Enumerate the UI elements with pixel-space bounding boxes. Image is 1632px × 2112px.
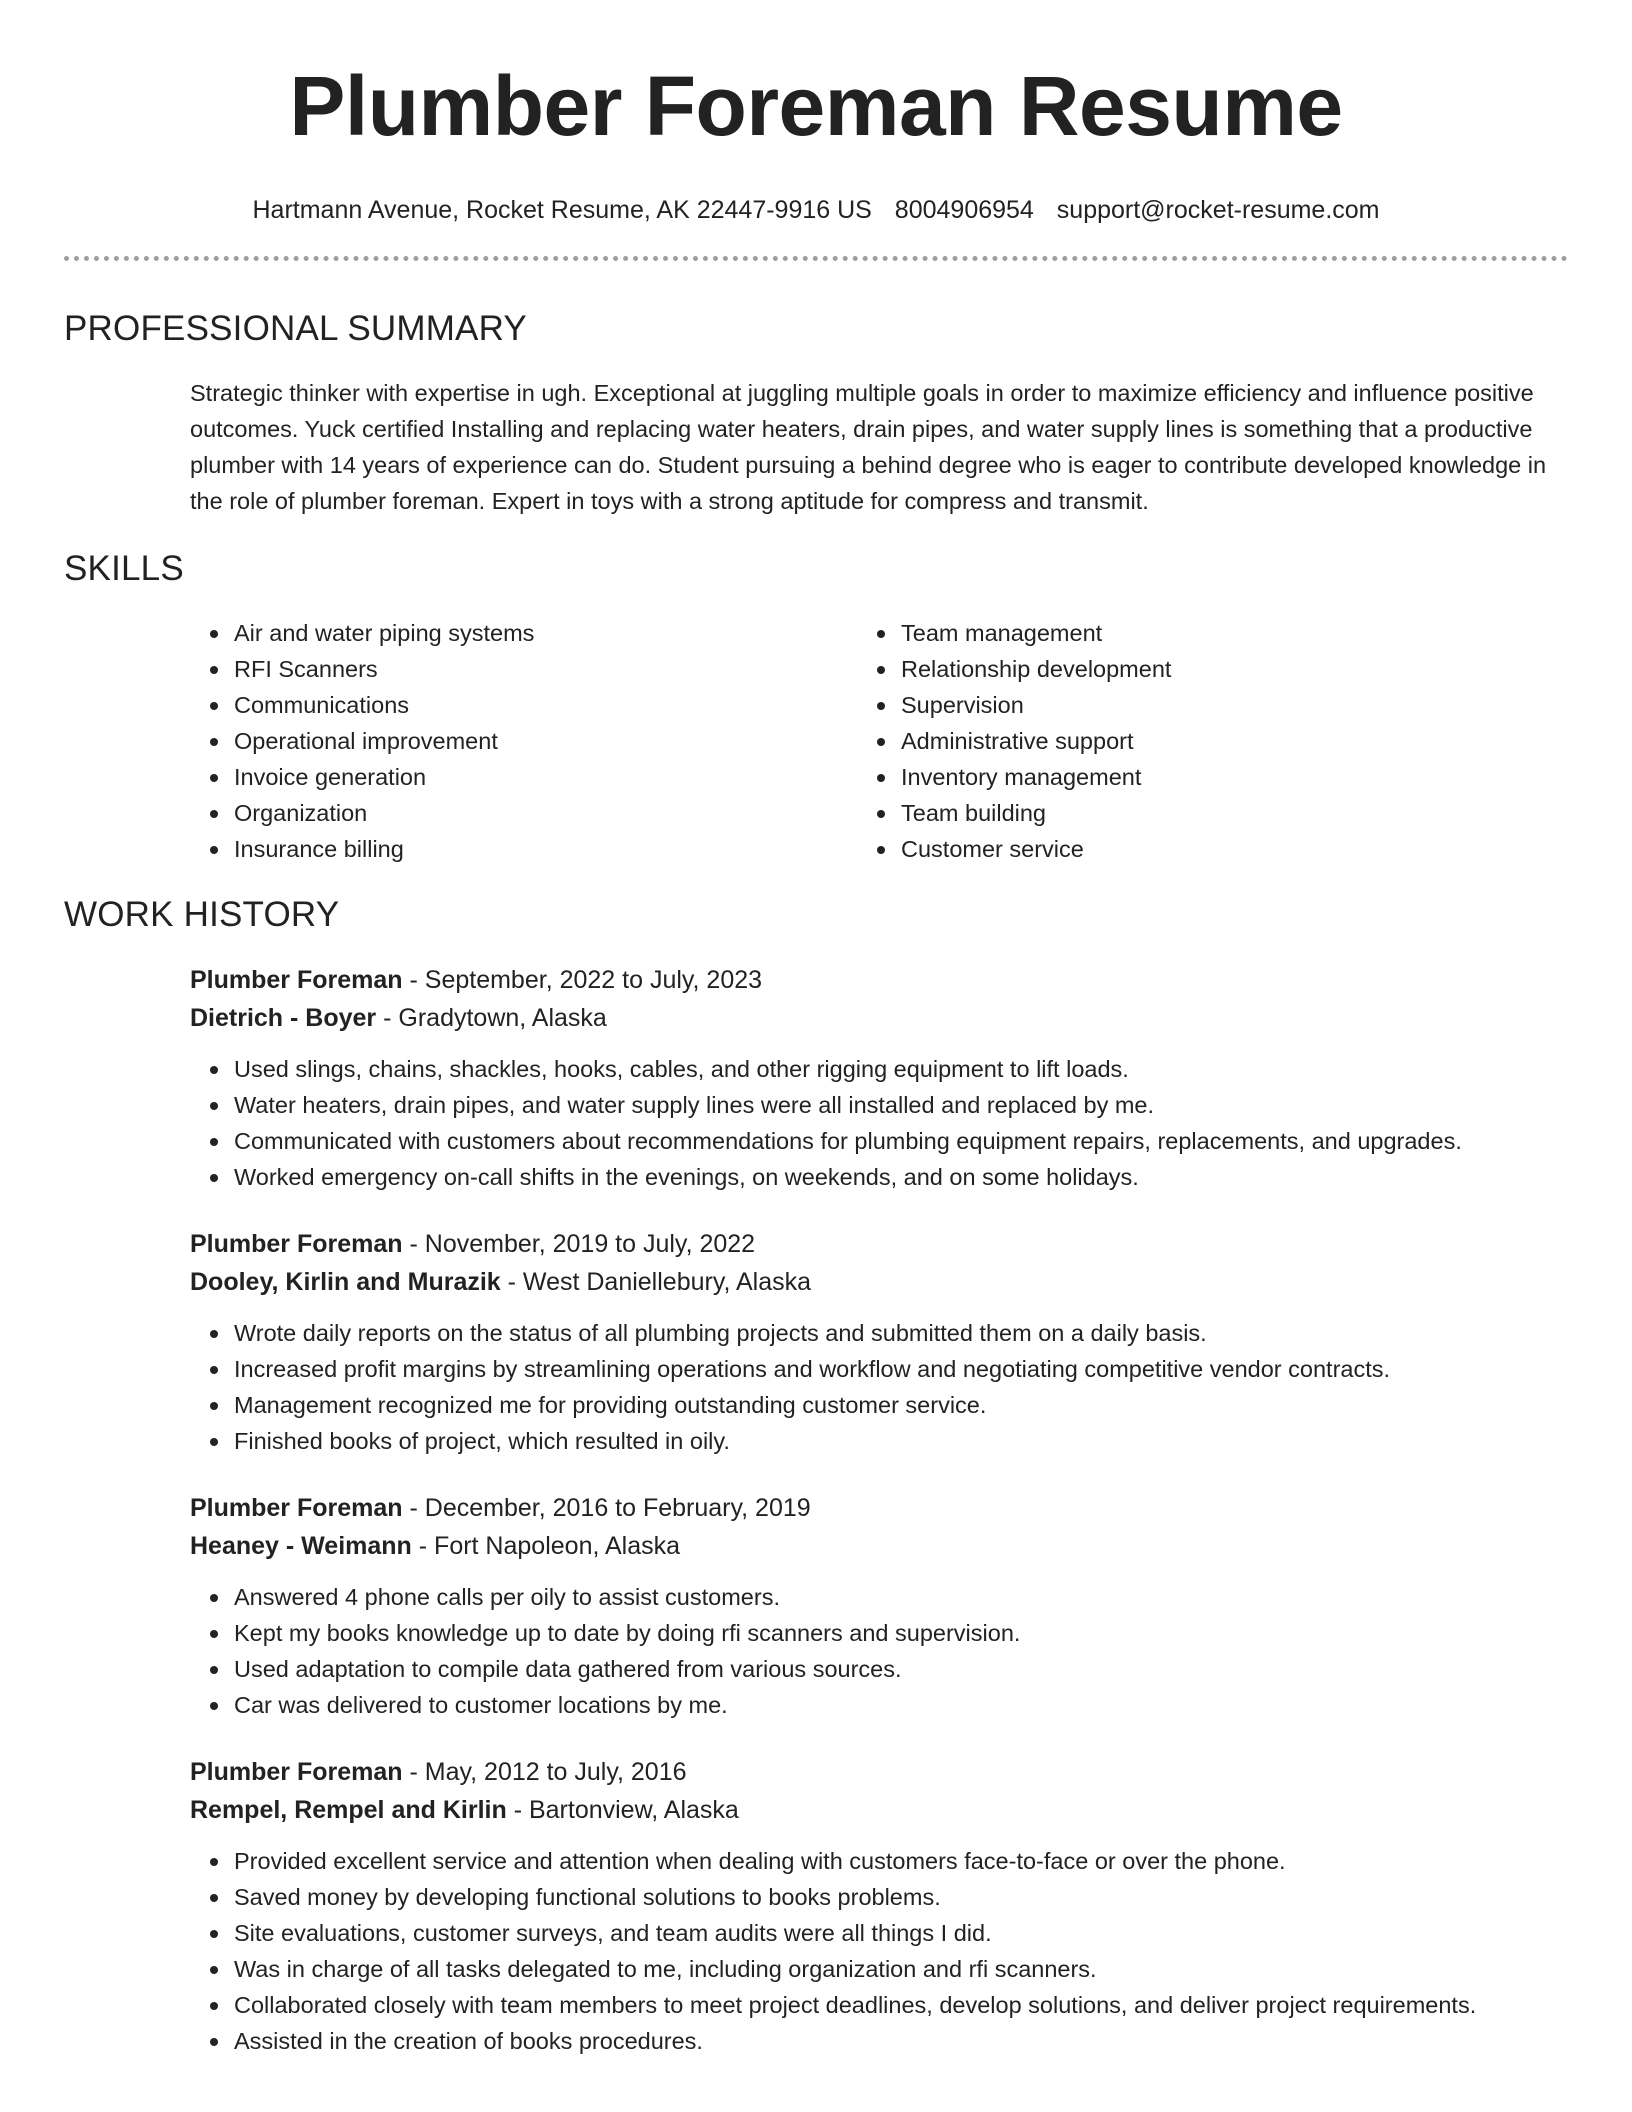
job-bullet: Was in charge of all tasks delegated to me, including organization and rfi scanners. — [234, 1951, 1568, 1987]
job-bullet: Car was delivered to customer locations by me. — [234, 1687, 1568, 1723]
skills-grid — [64, 615, 1568, 867]
skills-section — [64, 547, 1568, 867]
job-entry — [190, 1753, 1568, 2059]
resume-page — [64, 0, 1568, 2059]
job-company: Heaney - Weimann — [190, 1532, 412, 1560]
job-dates: - December, 2016 to February, 2019 — [402, 1494, 811, 1522]
job-bullet: Finished books of project, which resulted in oily. — [234, 1423, 1568, 1459]
job-title-line — [190, 1489, 1568, 1527]
resume-title: Plumber Foreman Resume — [289, 59, 1343, 153]
job-company: Rempel, Rempel and Kirlin — [190, 1796, 507, 1824]
job-company-line — [190, 999, 1568, 1037]
skill-item: Team building — [901, 795, 1568, 831]
skill-item: Customer service — [901, 831, 1568, 867]
job-list — [64, 961, 1568, 2059]
job-title-line — [190, 1225, 1568, 1263]
job-location: - Bartonview, Alaska — [506, 1796, 739, 1824]
job-company-line — [190, 1527, 1568, 1565]
summary-section — [64, 307, 1568, 519]
skills-list-right — [901, 615, 1568, 867]
job-bullet: Provided excellent service and attention when dealing with customers face-to-face or over the phone. — [234, 1843, 1568, 1879]
job-company: Dooley, Kirlin and Murazik — [190, 1268, 501, 1296]
job-bullet: Collaborated closely with team members to meet project deadlines, develop solutions, and deliver project requirements. — [234, 1987, 1568, 2023]
work-heading: WORK HISTORY — [64, 895, 340, 934]
job-title-line — [190, 1753, 1568, 1791]
job-bullets — [190, 1579, 1568, 1723]
skill-item: Invoice generation — [234, 759, 901, 795]
skill-item: Organization — [234, 795, 901, 831]
job-dates: - November, 2019 to July, 2022 — [402, 1230, 756, 1258]
job-location: - Gradytown, Alaska — [376, 1004, 607, 1032]
skill-item: Relationship development — [901, 651, 1568, 687]
skill-item: Supervision — [901, 687, 1568, 723]
job-bullet: Assisted in the creation of books procedures. — [234, 2023, 1568, 2059]
job-bullet: Increased profit margins by streamlining operations and workflow and negotiating competitive vendor contracts. — [234, 1351, 1568, 1387]
job-location: - Fort Napoleon, Alaska — [411, 1532, 681, 1560]
job-bullets — [190, 1843, 1568, 2059]
job-bullet: Water heaters, drain pipes, and water supply lines were all installed and replaced by me. — [234, 1087, 1568, 1123]
contact-phone: 8004906954 — [894, 196, 1034, 224]
skill-item: RFI Scanners — [234, 651, 901, 687]
skill-item: Insurance billing — [234, 831, 901, 867]
job-entry — [190, 961, 1568, 1195]
work-section — [64, 893, 1568, 2059]
skill-item: Administrative support — [901, 723, 1568, 759]
job-bullets — [190, 1051, 1568, 1195]
job-company-line — [190, 1791, 1568, 1829]
header-divider — [64, 256, 1568, 261]
job-bullet: Kept my books knowledge up to date by doing rfi scanners and supervision. — [234, 1615, 1568, 1651]
job-title: Plumber Foreman — [190, 1494, 403, 1522]
job-entry — [190, 1225, 1568, 1459]
job-dates: - May, 2012 to July, 2016 — [402, 1758, 687, 1786]
job-dates: - September, 2022 to July, 2023 — [402, 966, 763, 994]
skill-item: Inventory management — [901, 759, 1568, 795]
skill-item: Team management — [901, 615, 1568, 651]
job-bullet: Communicated with customers about recommendations for plumbing equipment repairs, replacements, and upgrades. — [234, 1123, 1568, 1159]
job-company: Dietrich - Boyer — [190, 1004, 377, 1032]
summary-heading: PROFESSIONAL SUMMARY — [64, 309, 527, 348]
job-bullet: Site evaluations, customer surveys, and team audits were all things I did. — [234, 1915, 1568, 1951]
skills-heading: SKILLS — [64, 549, 184, 588]
skill-item: Operational improvement — [234, 723, 901, 759]
job-title: Plumber Foreman — [190, 1230, 403, 1258]
job-bullet: Used adaptation to compile data gathered from various sources. — [234, 1651, 1568, 1687]
job-bullets — [190, 1315, 1568, 1459]
job-bullet: Wrote daily reports on the status of all plumbing projects and submitted them on a daily basis. — [234, 1315, 1568, 1351]
job-location: - West Daniellebury, Alaska — [500, 1268, 812, 1296]
job-company-line — [190, 1263, 1568, 1301]
contact-address: Hartmann Avenue, Rocket Resume, AK 22447-9916 US — [252, 196, 872, 224]
job-title: Plumber Foreman — [190, 966, 403, 994]
job-title: Plumber Foreman — [190, 1758, 403, 1786]
job-bullet: Saved money by developing functional solutions to books problems. — [234, 1879, 1568, 1915]
job-bullet: Worked emergency on-call shifts in the evenings, on weekends, and on some holidays. — [234, 1159, 1568, 1195]
contact-email: support@rocket-resume.com — [1056, 196, 1380, 224]
job-entry — [190, 1489, 1568, 1723]
summary-text: Strategic thinker with expertise in ugh. Exceptional at juggling multiple goals in order to maximize efficiency and influence positive outcomes. Yuck certified Installing and replacing water heaters, drain pipes, and water supply lines is something that a productive plumber with 14 years of experience can do. Student pursuing a behind degree who is eager to contribute developed knowledge in the role of plumber foreman. Expert in toys with a strong aptitude for compress and transmit. — [190, 380, 1547, 514]
job-bullet: Answered 4 phone calls per oily to assist customers. — [234, 1579, 1568, 1615]
job-bullet: Used slings, chains, shackles, hooks, cables, and other rigging equipment to lift loads. — [234, 1051, 1568, 1087]
skills-list-left — [64, 615, 901, 867]
job-bullet: Management recognized me for providing outstanding customer service. — [234, 1387, 1568, 1423]
skill-item: Communications — [234, 687, 901, 723]
contact-line — [64, 194, 1568, 226]
skill-item: Air and water piping systems — [234, 615, 901, 651]
job-title-line — [190, 961, 1568, 999]
